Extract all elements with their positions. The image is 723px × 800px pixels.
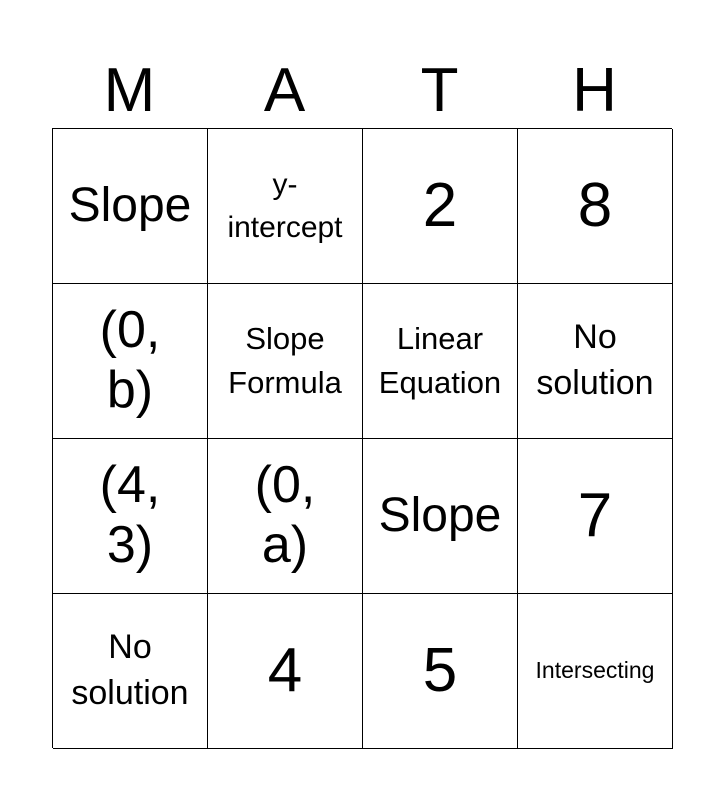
bingo-cell-r1c1[interactable] <box>53 129 208 284</box>
bingo-cell-r3c2[interactable] <box>208 439 363 594</box>
header-letter-m: M <box>103 56 156 125</box>
cell-text: Slope <box>68 179 192 233</box>
bingo-cell-r4c1[interactable] <box>53 594 208 749</box>
bingo-cell-r4c4[interactable] <box>518 594 673 749</box>
header-letter-t: T <box>420 56 459 125</box>
bingo-cell-r4c3[interactable] <box>363 594 518 749</box>
bingo-cell-r3c3[interactable] <box>363 439 518 594</box>
bingo-cell-r3c1[interactable] <box>53 439 208 594</box>
cell-text: Intersecting <box>535 657 655 684</box>
bingo-cell-r1c4[interactable] <box>518 129 673 284</box>
cell-text: Linear Equation <box>378 320 502 400</box>
cell-text: 5 <box>422 635 458 705</box>
cell-text: Slope Formula <box>228 320 342 400</box>
bingo-cell-r2c3[interactable] <box>363 284 518 439</box>
bingo-cell-r2c1[interactable] <box>53 284 208 439</box>
cell-text: (4, 3) <box>99 456 161 574</box>
bingo-cell-r2c2[interactable] <box>208 284 363 439</box>
cell-text: Slope <box>378 489 502 543</box>
bingo-cell-r2c4[interactable] <box>518 284 673 439</box>
bingo-cell-r1c3[interactable] <box>363 129 518 284</box>
cell-text: 7 <box>577 480 613 550</box>
cell-text: No solution <box>536 318 654 402</box>
bingo-cell-r1c2[interactable] <box>208 129 363 284</box>
cell-text: (0, b) <box>99 301 161 419</box>
cell-text: No solution <box>71 628 189 712</box>
bingo-cell-r3c4[interactable] <box>518 439 673 594</box>
header-letter-a: A <box>263 56 306 125</box>
cell-text: (0, a) <box>254 456 316 574</box>
header-letter-h: H <box>572 56 617 125</box>
bingo-header <box>52 48 672 128</box>
cell-text: 2 <box>422 170 458 240</box>
cell-text: y-intercept <box>227 167 343 244</box>
cell-text: 8 <box>577 170 613 240</box>
bingo-cell-r4c2[interactable] <box>208 594 363 749</box>
cell-text: 4 <box>267 635 303 705</box>
bingo-board <box>52 128 672 748</box>
